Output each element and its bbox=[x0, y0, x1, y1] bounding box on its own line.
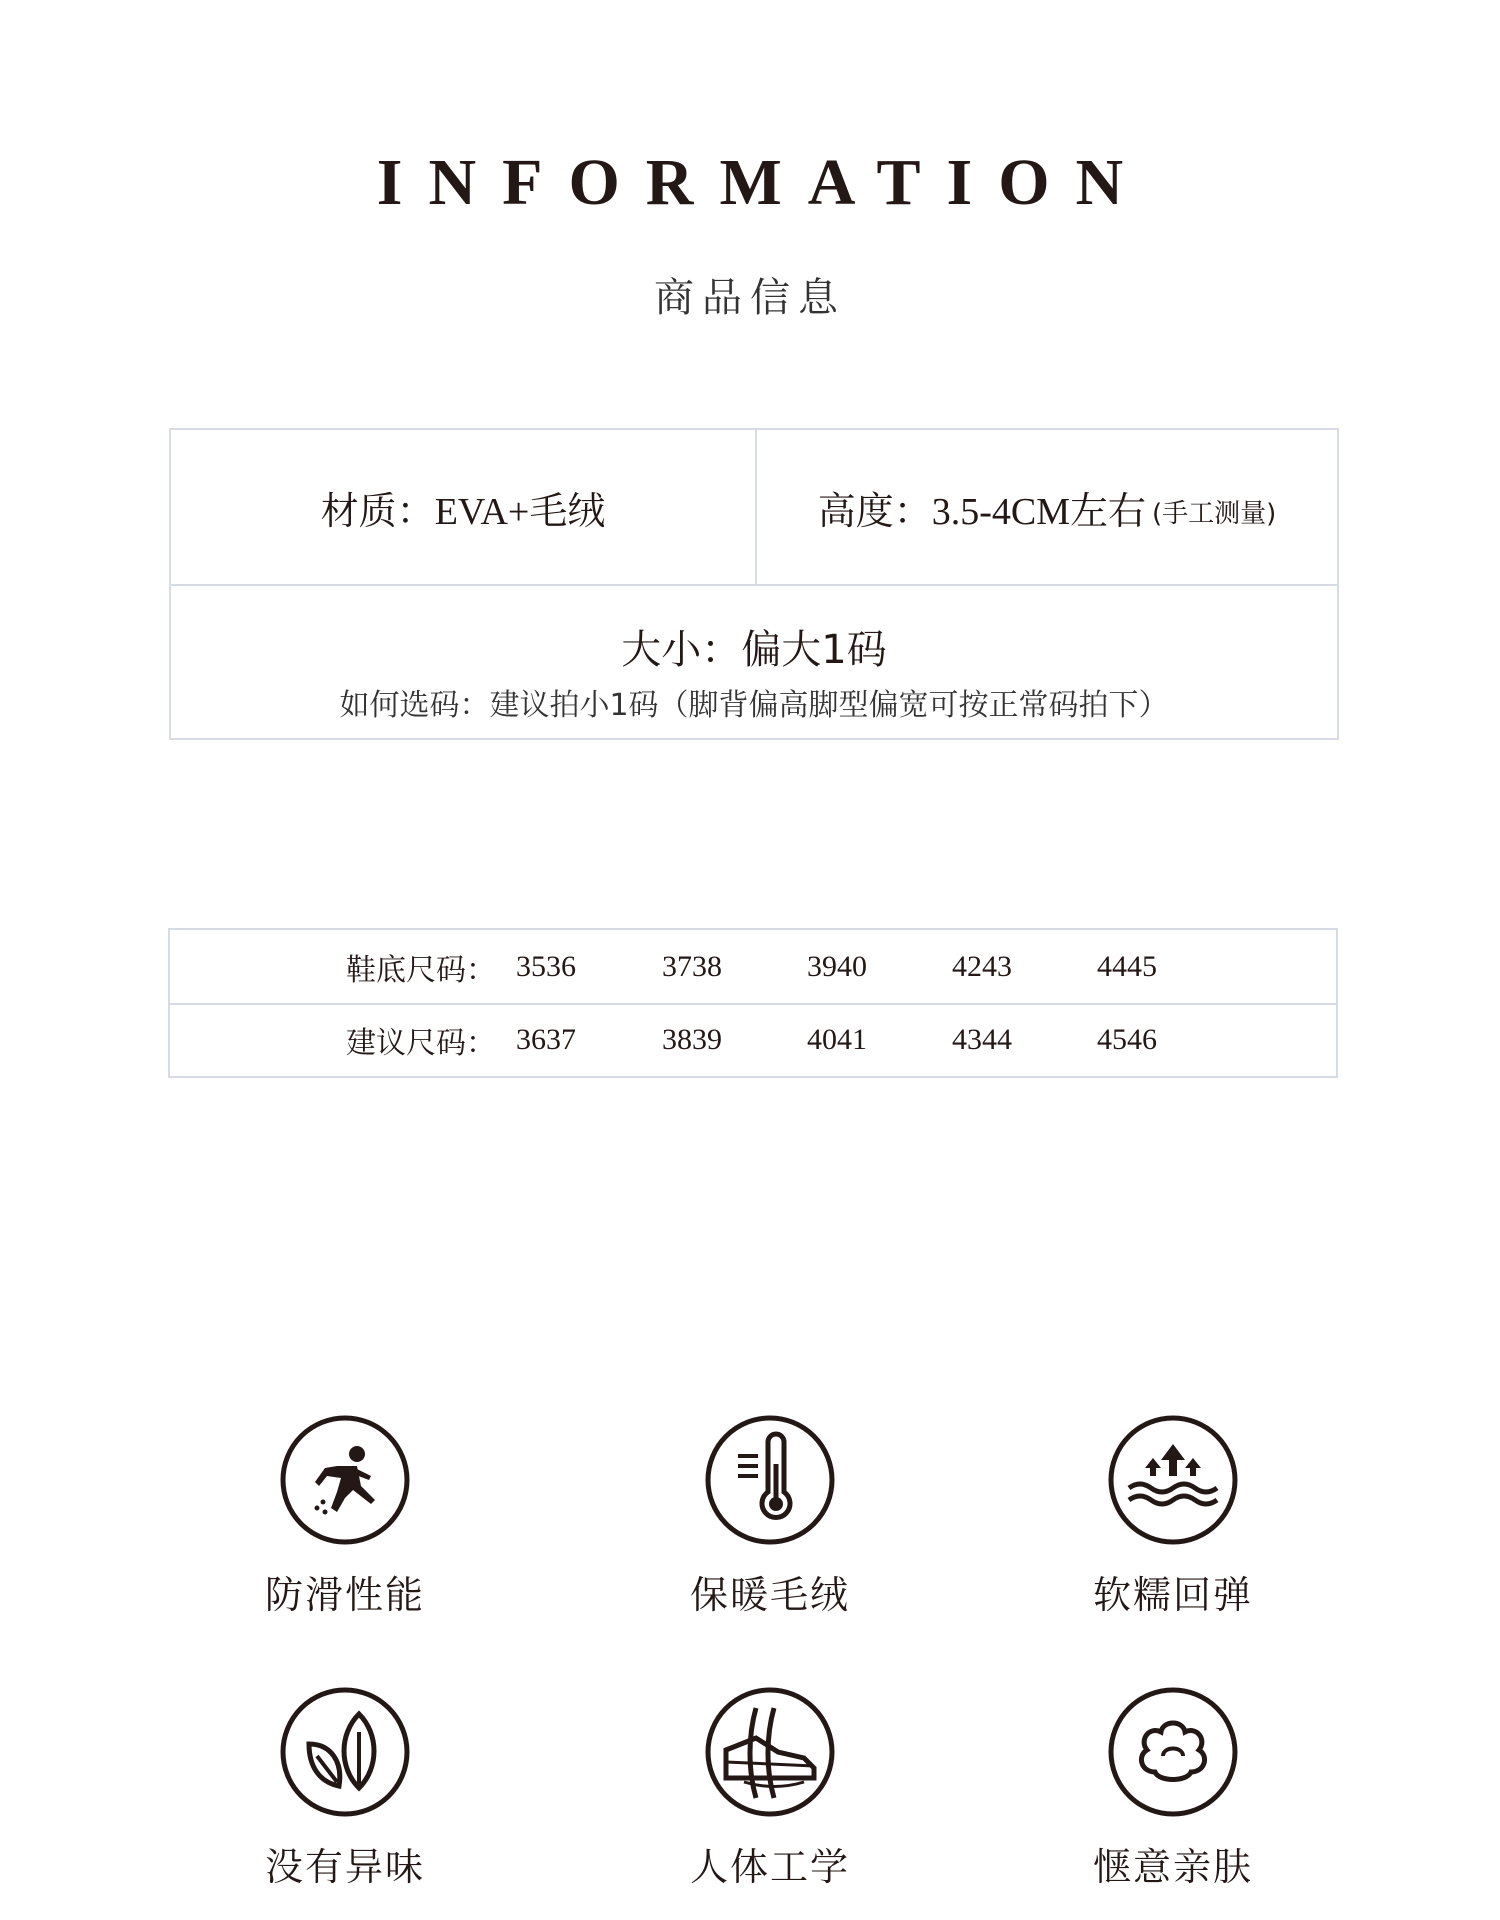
size-value: 偏大1码 bbox=[741, 627, 887, 673]
size-fit bbox=[171, 618, 1337, 675]
feature-label: 软糯回弹 bbox=[1092, 1573, 1253, 1617]
size-cell: 4344 bbox=[952, 1022, 1012, 1056]
feature-warm bbox=[620, 1414, 920, 1619]
page-subtitle: 商品信息 bbox=[654, 275, 846, 321]
info-row-top bbox=[171, 430, 1337, 586]
size-cell: 3839 bbox=[662, 1022, 722, 1056]
size-cell: 3738 bbox=[662, 949, 722, 983]
size-cell: 4445 bbox=[1097, 949, 1157, 983]
material-cell bbox=[171, 430, 757, 584]
height-cell bbox=[755, 430, 1339, 584]
table-row bbox=[170, 930, 1336, 1005]
material-value: EVA+毛绒 bbox=[434, 490, 606, 533]
how-to-choose: 如何选码：建议拍小1码（脚背偏高脚型偏宽可按正常码拍下） bbox=[339, 688, 1169, 723]
leaf-icon bbox=[279, 1686, 411, 1818]
feature-label: 人体工学 bbox=[689, 1845, 850, 1889]
feature-label: 保暖毛绒 bbox=[689, 1573, 850, 1617]
size-cell: 4243 bbox=[952, 949, 1012, 983]
feature-label: 防滑性能 bbox=[264, 1573, 425, 1617]
row-label: 鞋底尺码： bbox=[346, 952, 496, 988]
size-cell: 3637 bbox=[516, 1022, 576, 1056]
height-value: 3.5-4CM左右 bbox=[931, 490, 1146, 533]
height-label: 高度： bbox=[817, 488, 932, 533]
feature-anti-slip bbox=[195, 1414, 495, 1619]
size-cell: 3536 bbox=[516, 949, 576, 983]
table-row bbox=[170, 1003, 1336, 1076]
size-cell: 4041 bbox=[807, 1022, 867, 1056]
height-note: (手工测量) bbox=[1152, 498, 1277, 529]
ergonomic-shoe-icon bbox=[704, 1686, 836, 1818]
page-title: INFORMATION bbox=[376, 146, 1150, 219]
thermometer-icon bbox=[704, 1414, 836, 1546]
rebound-icon bbox=[1107, 1414, 1239, 1546]
info-table bbox=[169, 428, 1339, 740]
feature-skin-friendly bbox=[1023, 1686, 1323, 1891]
feature-odorless bbox=[195, 1686, 495, 1891]
feature-ergonomic bbox=[620, 1686, 920, 1891]
feature-label: 没有异味 bbox=[264, 1845, 425, 1889]
feature-rebound bbox=[1023, 1414, 1323, 1619]
cotton-icon bbox=[1107, 1686, 1239, 1818]
size-cell: 4546 bbox=[1097, 1022, 1157, 1056]
size-cell: 3940 bbox=[807, 949, 867, 983]
feature-label: 惬意亲肤 bbox=[1092, 1845, 1253, 1889]
size-label: 大小： bbox=[621, 627, 742, 673]
size-table bbox=[168, 928, 1338, 1078]
row-label: 建议尺码： bbox=[346, 1025, 496, 1061]
anti-slip-icon bbox=[279, 1414, 411, 1546]
material-label: 材质： bbox=[320, 488, 435, 533]
